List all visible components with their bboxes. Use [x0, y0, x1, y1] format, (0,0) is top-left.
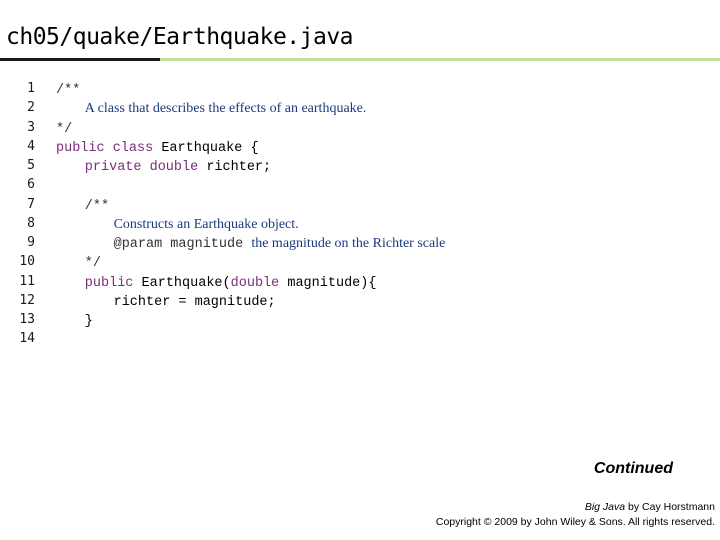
footer-credit — [436, 500, 715, 515]
doc-comment-text: the magnitude on the Richter scale — [251, 236, 446, 251]
code-line — [0, 156, 720, 175]
footer-author: by Cay Horstmann — [625, 501, 715, 513]
line-number: 5 — [27, 158, 35, 173]
code-token: richter = magnitude; — [113, 294, 276, 310]
line-number: 13 — [19, 312, 35, 327]
code-text — [56, 79, 80, 100]
title-underline-light — [160, 58, 720, 61]
line-number: 4 — [27, 138, 35, 154]
code-text — [114, 233, 446, 254]
code-keyword: double — [230, 275, 288, 291]
code-line — [0, 98, 720, 117]
doc-comment-text: A class that describes the effects of an earthquake. — [84, 101, 367, 117]
code-line — [0, 137, 720, 156]
code-line — [0, 175, 720, 194]
line-number: 14 — [19, 331, 35, 347]
code-text — [85, 252, 101, 273]
code-token: } — [84, 314, 93, 329]
code-line — [0, 310, 720, 329]
code-line — [0, 329, 720, 348]
code-text — [114, 214, 299, 234]
code-text — [85, 310, 93, 331]
code-token: Earthquake { — [161, 140, 259, 156]
code-text — [85, 156, 271, 177]
line-number: 8 — [27, 215, 35, 231]
code-token: richter; — [206, 160, 272, 175]
code-token: */ — [56, 121, 73, 137]
footer-copyright: Copyright © 2009 by John Wiley & Sons. All rights reserved. — [435, 516, 715, 528]
line-number: 11 — [19, 273, 35, 289]
code-line — [0, 118, 720, 137]
line-number: 12 — [19, 292, 35, 308]
slide-title: ch05/quake/Earthquake.java — [6, 24, 354, 50]
code-line — [0, 291, 720, 310]
code-keyword: private double — [84, 160, 207, 175]
code-line — [0, 233, 720, 252]
code-text — [56, 118, 72, 139]
line-number: 10 — [19, 254, 35, 270]
line-number: 3 — [27, 119, 35, 135]
code-token: @param magnitude — [113, 237, 252, 252]
code-keyword: public — [84, 275, 142, 291]
code-line — [0, 79, 720, 98]
code-token: */ — [84, 256, 101, 272]
code-text — [85, 98, 367, 118]
code-line — [0, 214, 720, 233]
line-number: 6 — [27, 177, 35, 193]
line-number: 2 — [27, 100, 35, 116]
code-token: /** — [84, 198, 110, 214]
title-underline — [0, 58, 720, 62]
code-token: Earthquake( — [141, 275, 231, 291]
continued-label: Continued — [593, 460, 673, 477]
code-token: magnitude){ — [287, 275, 377, 291]
footer-book-title: Big Java — [584, 501, 626, 513]
line-number: 7 — [27, 196, 35, 212]
title-underline-dark — [0, 58, 160, 61]
code-text — [85, 272, 377, 293]
code-line — [0, 252, 720, 271]
footer — [436, 500, 715, 530]
code-text — [114, 291, 276, 312]
code-line — [0, 272, 720, 291]
code-line — [0, 195, 720, 214]
line-number: 1 — [27, 81, 35, 96]
code-listing — [0, 79, 720, 349]
line-number: 9 — [27, 235, 35, 250]
code-token: /** — [56, 83, 81, 98]
code-text — [85, 195, 109, 216]
code-keyword: public class — [56, 140, 162, 156]
doc-comment-text: Constructs an Earthquake object. — [113, 216, 299, 232]
code-text — [56, 137, 259, 158]
